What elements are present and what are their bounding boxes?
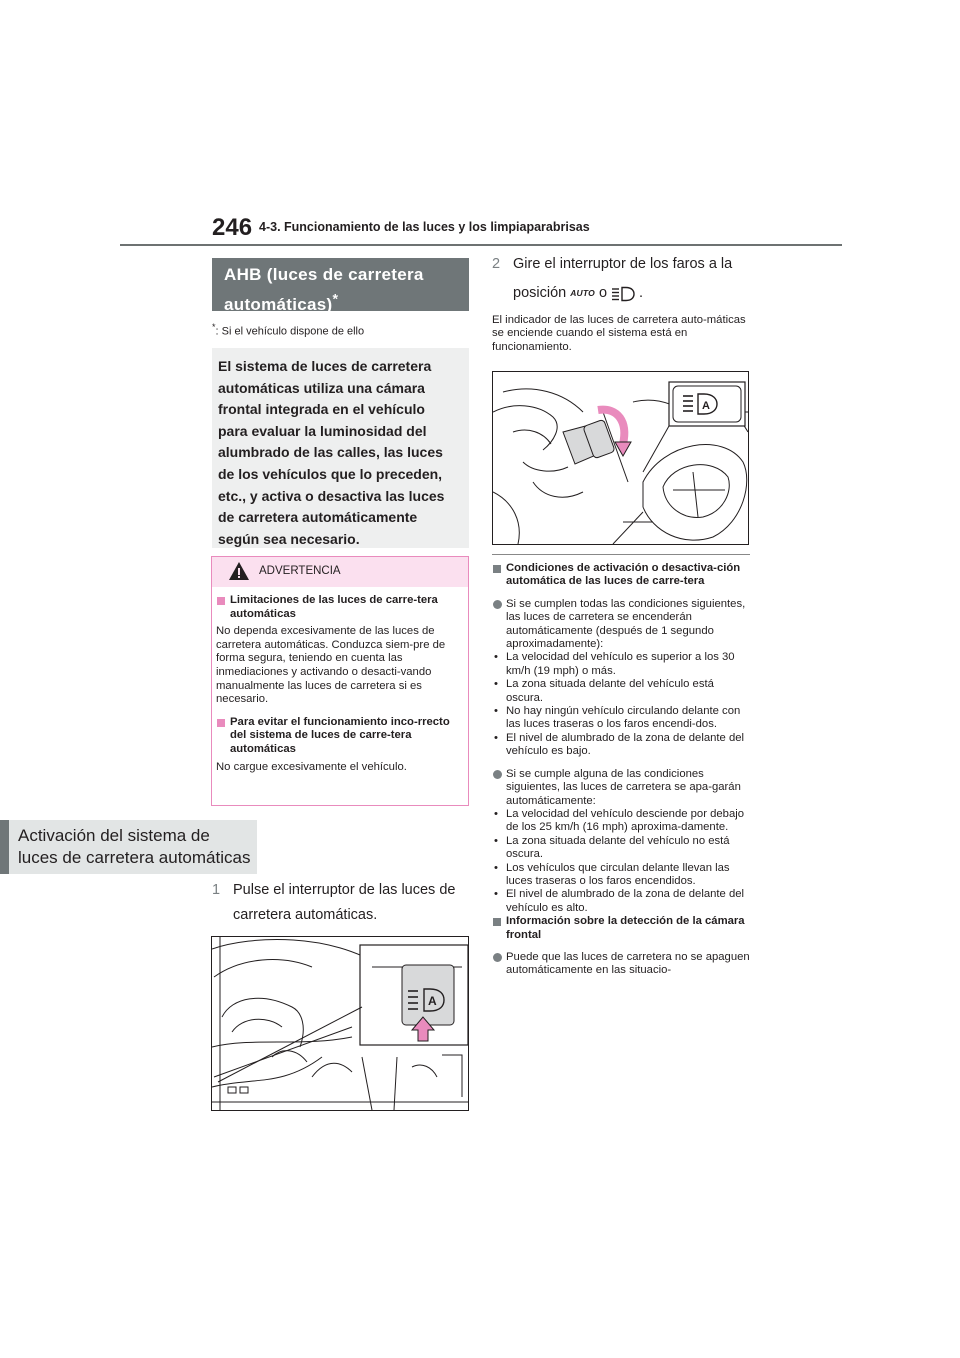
conditions-off-text: Si se cumple alguna de las condiciones siguientes, las luces de carretera se apa-garán automáticamente:	[492, 768, 752, 808]
activation-title-line2: luces de carretera automáticas	[18, 848, 251, 867]
figure-headlight-lever	[492, 371, 749, 545]
ahb-title-line2-text: automáticas)	[224, 294, 333, 314]
warning-subhead: Para evitar el funcionamiento inco-rrecto del sistema de luces de carre-tera automáticas	[216, 716, 462, 757]
lever-switch-letter: A	[702, 400, 710, 412]
bullet-item: • La zona situada delante del vehículo está oscura.	[492, 678, 752, 705]
footnote-text: : Si el vehículo dispone de ello	[215, 325, 365, 338]
figure-ahb-switch	[211, 936, 469, 1111]
footnote-mark: *	[212, 322, 216, 332]
footnote	[212, 322, 364, 338]
page-number: 246	[212, 214, 253, 241]
warning-header	[212, 557, 468, 587]
warning-paragraph: No cargue excesivamente el vehículo.	[216, 760, 407, 773]
intro-box	[212, 348, 469, 548]
ahb-title	[212, 258, 469, 314]
warning-triangle-icon	[228, 561, 250, 581]
conditions-on-text: Si se cumplen todas las condiciones siguientes, las luces de carretera se encenderán automáticamente (después de 1 segundo aproximadamente):	[492, 598, 752, 652]
bullet-item: • La zona situada delante del vehículo no está oscura.	[492, 835, 752, 862]
switch-letter: A	[428, 994, 437, 1008]
bullet-item: • La velocidad del vehículo desciende por debajo de los 25 km/h (16 mph) aproxima-damente.	[492, 808, 752, 835]
step-2-position-label: posición	[513, 285, 567, 301]
conditions-section	[492, 562, 752, 978]
intro-line: frontal integrada en el vehículo	[218, 401, 425, 418]
section-heading: 4-3. Funcionamiento de las luces y los limpiaparabrisas	[259, 220, 590, 234]
bullet-item: • La velocidad del vehículo es superior a los 30 km/h (19 mph) o más.	[492, 651, 752, 678]
ahb-title-line2	[224, 291, 339, 314]
bullet-item: • Los vehículos que circulan delante llevan las luces traseras o los faros encendidos.	[492, 862, 752, 889]
step-number: 1	[212, 882, 221, 898]
warning-box	[211, 556, 469, 806]
step-2-line1: Gire el interruptor de los faros a la	[513, 256, 733, 272]
step-2-note: El indicador de las luces de carretera auto-máticas se enciende cuando el sistema está en funcionamiento.	[492, 314, 746, 353]
divider	[492, 554, 750, 555]
intro-line: alumbrado de las calles, las luces	[218, 444, 443, 461]
dashboard-illustration	[212, 937, 468, 1110]
ahb-title-line1: AHB (luces de carretera	[224, 265, 424, 284]
step-2-or: o	[598, 285, 608, 301]
intro-line: para evaluar la luminosidad del	[218, 422, 427, 439]
lever-illustration	[493, 372, 748, 544]
camera-heading: Información sobre la detección de la cámara frontal	[492, 915, 752, 942]
step-number: 2	[492, 256, 501, 272]
intro-line: El sistema de luces de carretera	[218, 358, 432, 374]
auto-high-beam-icon	[611, 286, 635, 302]
warning-paragraph: No dependa excesivamente de las luces de carretera automáticas. Conduzca siem-pre de forma segura, teniendo en cuenta las inmediaciones y activando o desacti-vando manualmente las luces de carretera si es necesario.	[216, 625, 446, 706]
step-2-end: .	[639, 285, 644, 301]
activation-title	[0, 820, 257, 874]
step-1-line2: carretera automáticas.	[233, 907, 378, 923]
header-rule	[120, 244, 842, 246]
warning-body	[216, 591, 462, 774]
intro-line: según sea necesario.	[218, 530, 360, 547]
bullet-item: • El nivel de alumbrado de la zona de delante del vehículo es bajo.	[492, 732, 752, 759]
camera-text: Puede que las luces de carretera no se apaguen automáticamente en las situacio-	[492, 951, 752, 978]
intro-line: automáticas utiliza una cámara	[218, 379, 425, 396]
auto-icon: AUTO	[570, 288, 595, 298]
warning-title: ADVERTENCIA	[259, 565, 341, 577]
intro-line: de carretera automáticamente	[218, 509, 418, 526]
conditions-heading: Condiciones de activación o desactiva-ción automática de las luces de carre-tera	[492, 562, 752, 589]
activation-title-line1: Activación del sistema de	[18, 826, 210, 845]
step-2-line2	[513, 283, 643, 304]
ahb-title-asterisk: *	[332, 291, 339, 307]
bullet-item: • No hay ningún vehículo circulando delante con las luces traseras o los faros encendi-dos.	[492, 705, 752, 732]
intro-line: de los vehículos que lo preceden,	[218, 465, 443, 482]
bullet-item: • El nivel de alumbrado de la zona de delante del vehículo es alto.	[492, 888, 752, 915]
intro-line: etc., y activa o desactiva las luces	[218, 487, 445, 504]
warning-subhead: Limitaciones de las luces de carre-tera automáticas	[216, 594, 462, 621]
step-1-line1: Pulse el interruptor de las luces de	[233, 882, 456, 898]
